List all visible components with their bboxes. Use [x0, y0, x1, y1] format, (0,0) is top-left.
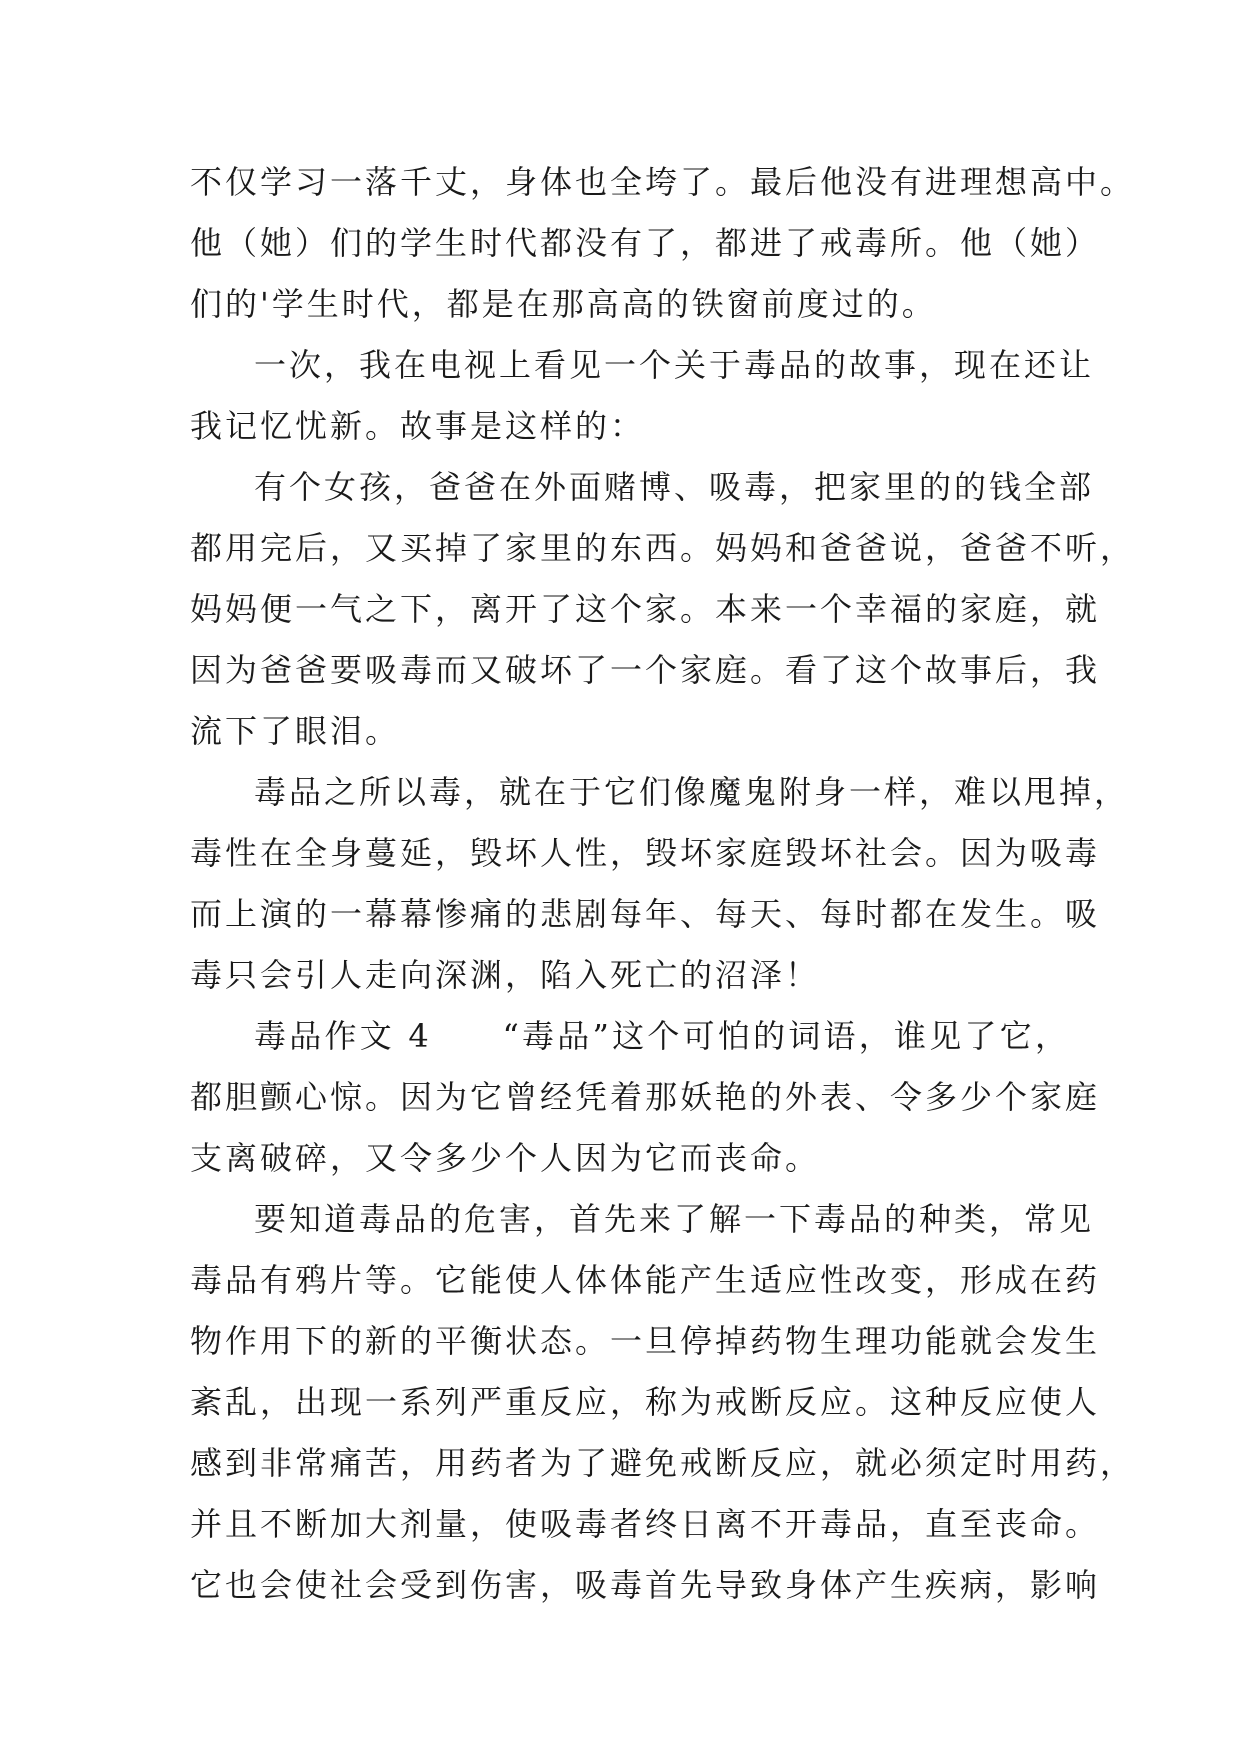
text-line: 们的'学生时代，都是在那高高的铁窗前度过的。	[190, 285, 937, 323]
text-line: 紊乱，出现一系列严重反应，称为戒断反应。这种反应使人	[190, 1383, 1101, 1421]
text-line: 毒性在全身蔓延，毁坏人性，毁坏家庭毁坏社会。因为吸毒	[190, 834, 1101, 872]
text-line: 不仅学习一落千丈，身体也全垮了。最后他没有进理想高中。	[190, 163, 1136, 201]
text-line: 妈妈便一气之下，离开了这个家。本来一个幸福的家庭，就	[190, 590, 1101, 628]
paragraph-first-line: 要知道毒品的危害，首先来了解一下毒品的种类，常见	[254, 1200, 1095, 1238]
text-line: 并且不断加大剂量，使吸毒者终日离不开毒品，直至丧命。	[190, 1505, 1101, 1543]
text-line: 我记忆忧新。故事是这样的：	[190, 407, 646, 445]
text-line: 感到非常痛苦，用药者为了避免戒断反应，就必须定时用药，	[190, 1444, 1136, 1482]
paragraph-first-line: 有个女孩，爸爸在外面赌博、吸毒，把家里的的钱全部	[254, 468, 1095, 506]
text-line: 它也会使社会受到伤害，吸毒首先导致身体产生疾病，影响	[190, 1566, 1101, 1604]
paragraph-first-line: 一次，我在电视上看见一个关于毒品的故事，现在还让	[254, 346, 1095, 384]
text-line: 都用完后，又买掉了家里的东西。妈妈和爸爸说，爸爸不听，	[190, 529, 1136, 567]
text-line: 流下了眼泪。	[190, 712, 401, 750]
text-line: 毒只会引人走向深渊，陷入死亡的沼泽！	[190, 956, 821, 994]
text-line: 都胆颤心惊。因为它曾经凭着那妖艳的外表、令多少个家庭	[190, 1078, 1101, 1116]
text-line: 物作用下的新的平衡状态。一旦停掉药物生理功能就会发生	[190, 1322, 1101, 1360]
text-line: 因为爸爸要吸毒而又破坏了一个家庭。看了这个故事后，我	[190, 651, 1101, 689]
text-line: 支离破碎，又令多少个人因为它而丧命。	[190, 1139, 821, 1177]
text-line: 而上演的一幕幕惨痛的悲剧每年、每天、每时都在发生。吸	[190, 895, 1101, 933]
text-line: 毒品有鸦片等。它能使人体体能产生适应性改变，形成在药	[190, 1261, 1101, 1299]
paragraph-first-line: 毒品之所以毒，就在于它们像魔鬼附身一样，难以甩掉，	[254, 773, 1130, 811]
text-line: 他（她）们的学生时代都没有了，都进了戒毒所。他（她）	[190, 224, 1101, 262]
section-heading-line: 毒品作文 4 “毒品”这个可怕的词语，谁见了它，	[254, 1017, 1070, 1055]
